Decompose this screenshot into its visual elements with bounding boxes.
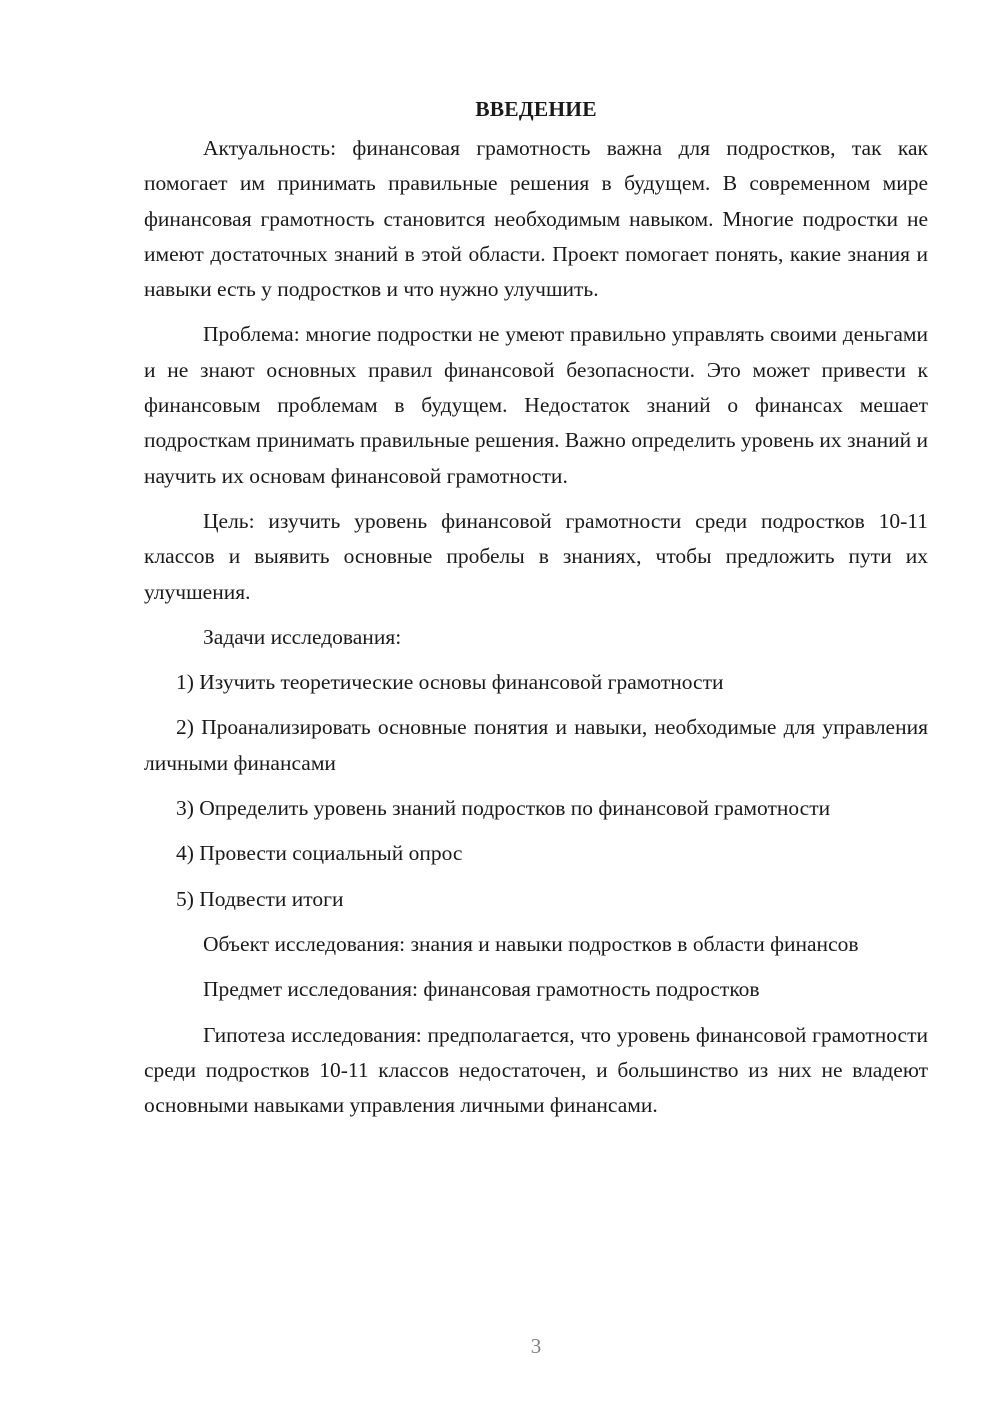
- hypothesis-paragraph: Гипотеза исследования: предполагается, что уровень финансовой грамотности среди подростков 10-11 классов недостаточен, и большинство из них не владеют основными навыками управления личными финансами.: [144, 1022, 928, 1118]
- problem-paragraph: Проблема: многие подростки не умеют правильно управлять своими деньгами и не знают основных правил финансовой безопасности. Это может привести к финансовым проблемам в будущем. Недостаток знаний о финансах мешает подросткам принимать правильные решения. Важно определить уровень их знаний и научить их основам финансовой грамотности.: [144, 322, 928, 488]
- subject-paragraph: Предмет исследования: финансовая грамотность подростков: [203, 977, 760, 1002]
- tasks-heading: Задачи исследования:: [203, 624, 402, 649]
- relevance-paragraph: Актуальность: финансовая грамотность важна для подростков, так как помогает им принимать правильные решения в будущем. В современном мире финансовая грамотность становится необходимым навыком. Многие подростки не имеют достаточных знаний в этой области. Проект помогает понять, какие знания и навыки есть у подростков и что нужно улучшить.: [144, 136, 928, 302]
- task-item-2: 2) Проанализировать основные понятия и навыки, необходимые для управления личными финансами: [144, 715, 928, 775]
- page-title: ВВЕДЕНИЕ: [475, 97, 597, 121]
- task-item-1: 1) Изучить теоретические основы финансовой грамотности: [176, 670, 724, 695]
- object-paragraph: Объект исследования: знания и навыки подростков в области финансов: [203, 931, 859, 956]
- task-item-3: 3) Определить уровень знаний подростков по финансовой грамотности: [176, 796, 831, 821]
- task-item-4: 4) Провести социальный опрос: [176, 841, 463, 866]
- page-number: 3: [530, 1334, 542, 1358]
- goal-paragraph: Цель: изучить уровень финансовой грамотности среди подростков 10-11 классов и выявить основные пробелы в знаниях, чтобы предложить пути их улучшения.: [144, 508, 928, 604]
- task-item-5: 5) Подвести итоги: [176, 886, 344, 911]
- document-page: [144, 92, 928, 1133]
